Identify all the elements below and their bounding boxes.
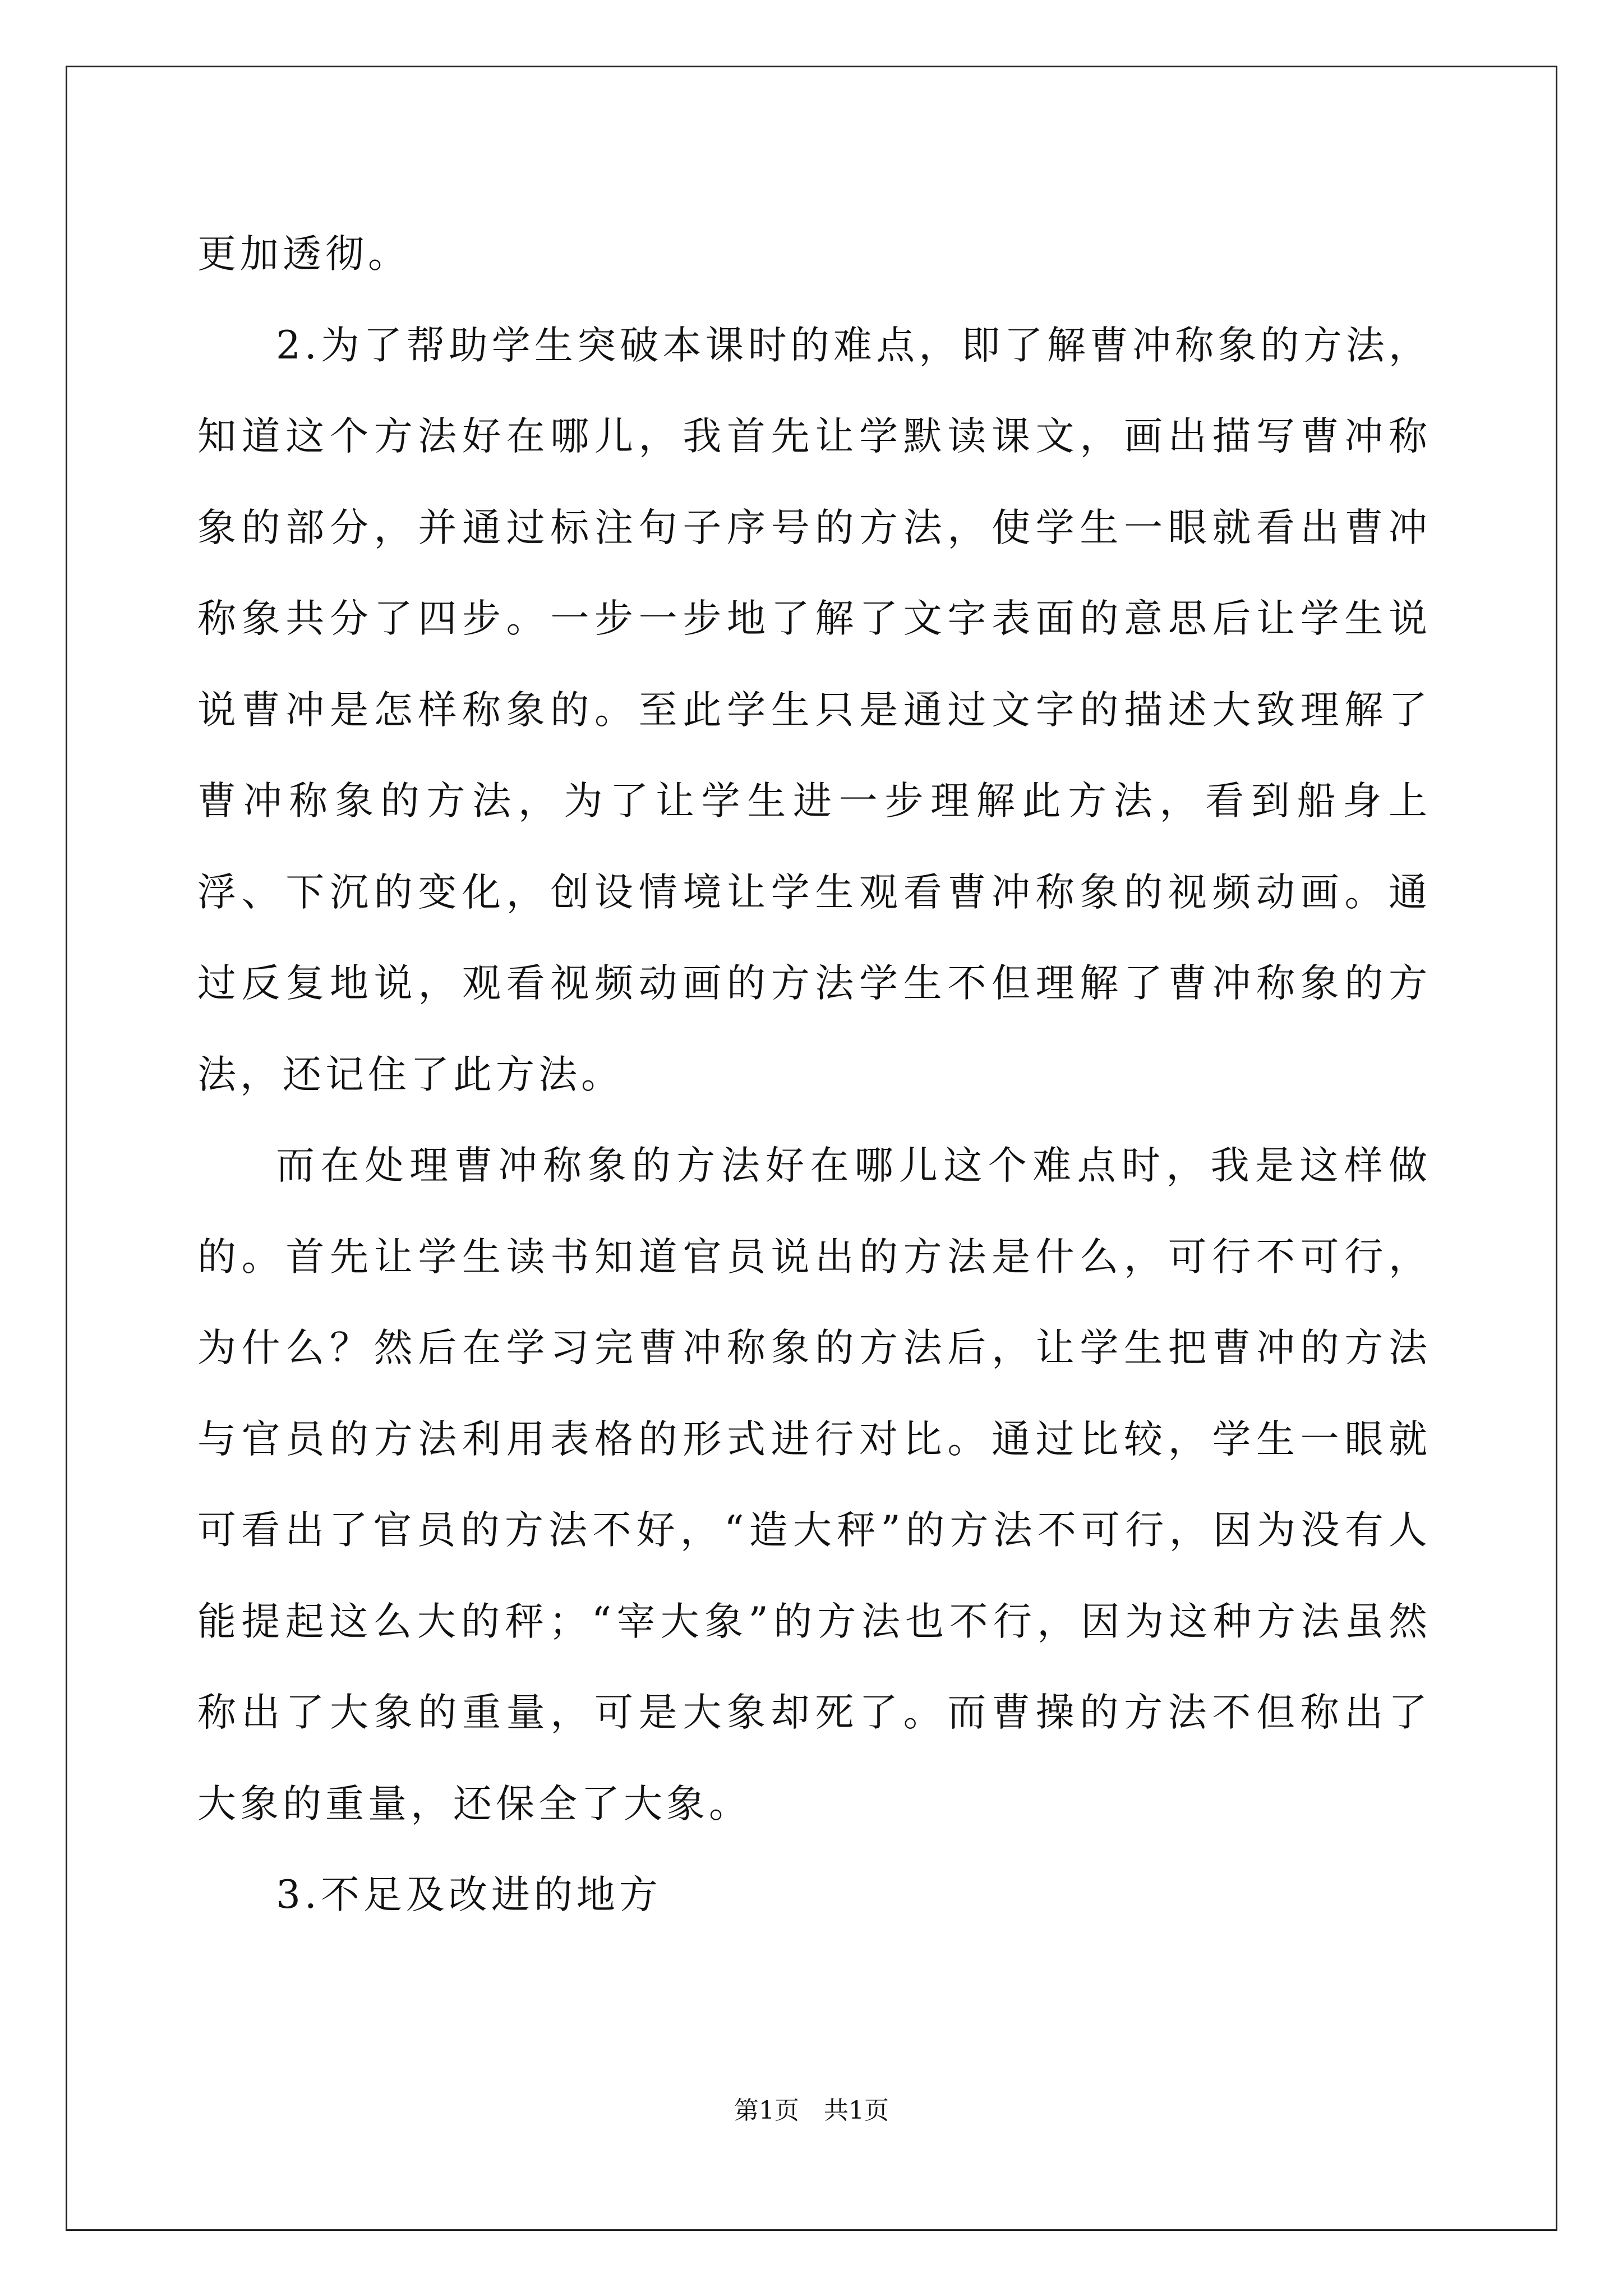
paragraph-1: 更加透彻。 [197,232,411,277]
paragraph-4: 3.不足及改进的地方 [276,1872,662,1917]
paragraph-2: 2.为了帮助学生突破本课时的难点，即了解曹冲称象的方法，知道这个方法好在哪儿，我首先让学默读课文，画出描写曹冲称象的部分，并通过标注句子序号的方法，使学生一眼就看出曹冲称象共分了四步。一步一步地了解了文字表面的意思后让学生说说曹冲是怎样称象的。至此学生只是通过文字的描述大致理解了曹冲称象的方法，为了让学生进一步理解此方法，看到船身上浮、下沉的变化，创设情境让学生观看曹冲称象的视频动画。通过反复地说，观看视频动画的方法学生不但理解了曹冲称象的方法，还记住了此方法。 [197,323,1431,1097]
page-footer: 第1页 共1页 [734,2096,889,2125]
paragraph-3: 而在处理曹冲称象的方法好在哪儿这个难点时，我是这样做的。首先让学生读书知道官员说出的方法是什么，可行不可行，为什么？然后在学习完曹冲称象的方法后，让学生把曹冲的方法与官员的方法利用表格的形式进行对比。通过比较，学生一眼就可看出了官员的方法不好，“造大秤”的方法不可行，因为没有人能提起这么大的秤；“宰大象”的方法也不行，因为这种方法虽然称出了大象的重量，可是大象却死了。而曹操的方法不但称出了大象的重量，还保全了大象。 [197,1143,1431,1826]
document-body [197,209,1431,1941]
